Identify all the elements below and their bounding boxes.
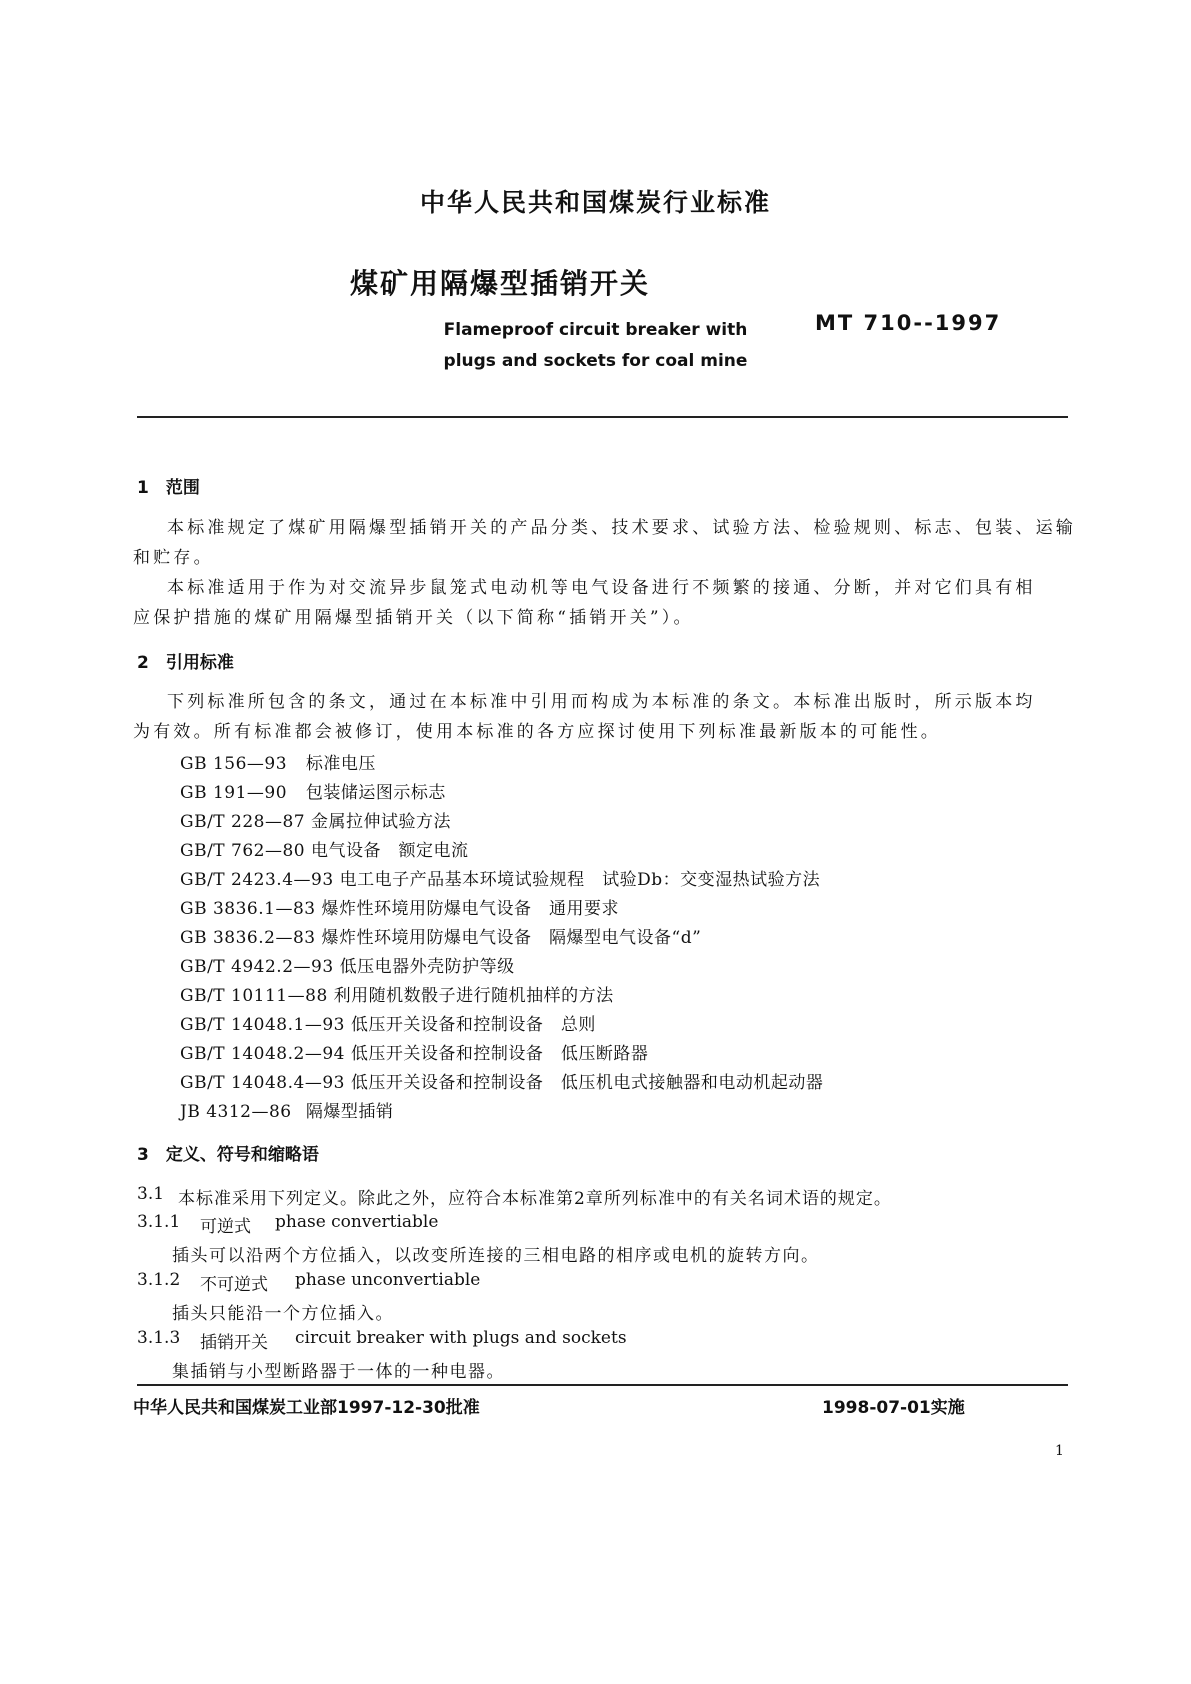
reference-item [180, 1039, 648, 1064]
effective-date: 1998-07-01实施 [822, 1398, 965, 1418]
reference-item [180, 1010, 596, 1035]
reference-item [180, 865, 820, 890]
section-1-paragraph-2-line-2: 应保护措施的煤矿用隔爆型插销开关（以下简称“插销开关”）。 [133, 608, 694, 628]
reference-title: 低压开关设备和控制设备 低压断路器 [350, 1044, 649, 1064]
reference-item [180, 1097, 393, 1122]
reference-item [180, 749, 376, 774]
reference-code: GB/T 762—80 [180, 841, 306, 861]
reference-item [180, 981, 614, 1006]
reference-title: 隔爆型插销 [305, 1102, 394, 1122]
definition-english: phase unconvertiable [295, 1270, 481, 1290]
reference-title: 标准电压 [305, 754, 376, 774]
section-2-intro-line-1: 下列标准所包含的条文，通过在本标准中引用而构成为本标准的条文。本标准出版时，所示版本均 [167, 692, 1036, 712]
reference-title: 低压开关设备和控制设备 总则 [350, 1015, 596, 1035]
reference-item [180, 1068, 823, 1093]
reference-code: GB 3836.2—83 [180, 928, 316, 948]
reference-title: 利用随机数骰子进行随机抽样的方法 [333, 986, 614, 1006]
reference-title: 低压电器外壳防护等级 [339, 957, 515, 977]
definition-number: 3.1.1 [137, 1212, 181, 1232]
reference-item [180, 923, 701, 948]
reference-item [180, 836, 469, 861]
reference-title: 爆炸性环境用防爆电气设备 隔爆型电气设备“d” [321, 928, 702, 948]
definition-number: 3.1.2 [137, 1270, 181, 1290]
approval-line: 中华人民共和国煤炭工业部1997-12-30批准 [133, 1398, 480, 1418]
section-2-intro-line-2: 为有效。所有标准都会被修订，使用本标准的各方应探讨使用下列标准最新版本的可能性。 [133, 722, 941, 742]
reference-code: GB/T 14048.4—93 [180, 1073, 345, 1093]
reference-code: GB/T 14048.1—93 [180, 1015, 345, 1035]
footer-divider [137, 1384, 1068, 1386]
section-1-paragraph-1-line-2: 和贮存。 [133, 548, 214, 568]
reference-item [180, 778, 446, 803]
section-2-heading: 2 引用标准 [137, 653, 234, 673]
reference-title: 低压开关设备和控制设备 低压机电式接触器和电动机起动器 [350, 1073, 824, 1093]
english-title-line-2: plugs and sockets for coal mine [443, 351, 748, 371]
reference-code: GB/T 2423.4—93 [180, 870, 334, 890]
reference-code: GB/T 4942.2—93 [180, 957, 334, 977]
section-3-heading: 3 定义、符号和缩略语 [137, 1145, 319, 1165]
reference-code: GB/T 228—87 [180, 812, 306, 832]
definition-term: 插销开关 [200, 1333, 268, 1353]
page-number: 1 [1055, 1443, 1064, 1459]
section-1-heading: 1 范围 [137, 478, 200, 498]
english-title-line-1: Flameproof circuit breaker with [443, 320, 748, 340]
reference-item [180, 952, 515, 977]
reference-code: GB 156—93 [180, 754, 288, 774]
definition-description: 集插销与小型断路器于一体的一种电器。 [172, 1362, 505, 1382]
definition-description: 插头可以沿两个方位插入，以改变所连接的三相电路的相序或电机的旋转方向。 [172, 1246, 820, 1266]
section-1-paragraph-2-line-1: 本标准适用于作为对交流异步鼠笼式电动机等电气设备进行不频繁的接通、分断，并对它们具有相 [167, 578, 1036, 598]
reference-code: GB/T 14048.2—94 [180, 1044, 345, 1064]
reference-code: GB 191—90 [180, 783, 288, 803]
reference-title: 金属拉伸试验方法 [311, 812, 452, 832]
reference-title: 电气设备 额定电流 [311, 841, 469, 861]
reference-item [180, 894, 619, 919]
standard-number: MT 710--1997 [815, 311, 1002, 335]
clause-3-1-text: 本标准采用下列定义。除此之外，应符合本标准第2章所列标准中的有关名词术语的规定。 [178, 1189, 892, 1209]
org-title: 中华人民共和国煤炭行业标准 [419, 188, 771, 217]
reference-code: JB 4312—86 [180, 1102, 292, 1122]
definition-number: 3.1.3 [137, 1328, 181, 1348]
definition-term: 可逆式 [200, 1217, 251, 1237]
reference-title: 包装储运图示标志 [305, 783, 446, 803]
reference-title: 爆炸性环境用防爆电气设备 通用要求 [321, 899, 619, 919]
reference-title: 电工电子产品基本环境试验规程 试验Db：交变湿热试验方法 [339, 870, 821, 890]
reference-code: GB/T 10111—88 [180, 986, 328, 1006]
definition-term: 不可逆式 [200, 1275, 268, 1295]
header-divider [137, 416, 1068, 418]
definition-description: 插头只能沿一个方位插入。 [172, 1304, 394, 1324]
clause-3-1-number: 3.1 [137, 1184, 165, 1204]
definition-english: phase convertiable [275, 1212, 439, 1232]
definition-english: circuit breaker with plugs and sockets [295, 1328, 627, 1348]
reference-item [180, 807, 451, 832]
reference-code: GB 3836.1—83 [180, 899, 316, 919]
section-1-paragraph-1-line-1: 本标准规定了煤矿用隔爆型插销开关的产品分类、技术要求、试验方法、检验规则、标志、包装、运输 [167, 518, 1076, 538]
standard-title: 煤矿用隔爆型插销开关 [350, 267, 651, 300]
